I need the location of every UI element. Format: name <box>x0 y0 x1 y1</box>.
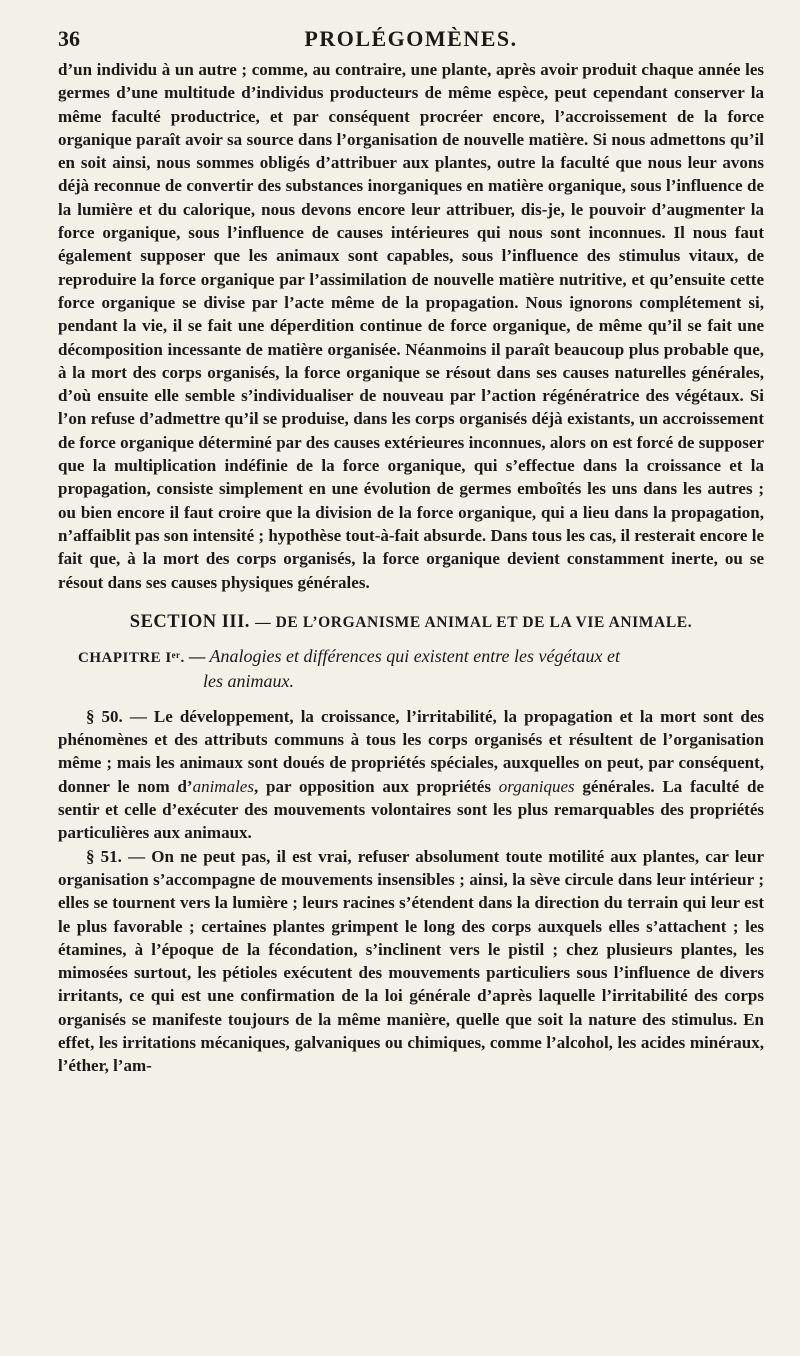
page-header <box>58 22 764 58</box>
italic-organiques: organiques <box>498 776 575 796</box>
chapter-label: CHAPITRE Iᵉʳ. <box>78 649 185 666</box>
chapter-dash: — <box>184 646 210 666</box>
running-title: PROLÉGOMÈNES. <box>304 26 518 51</box>
italic-animales: animales <box>192 776 254 796</box>
section-heading <box>58 610 764 635</box>
paragraph-51: § 51. — On ne peut pas, il est vrai, refuser absolument toute motilité aux plantes, car leur organisation s’accompagne de mouvements insensibles ; ainsi, la sève circule dans leur intérieur ; elles se tournent vers la lumière ; leurs racines s’étendent dans la direction du terrain qui leur est le plus favorable ; certaines plantes grimpent le long des corps auxquels elles s’attachent ; les étamines, à l’époque de la fécondation, s’inclinent vers le pistil ; chez plusieurs plantes, les mimosées surtout, les pétioles exécutent des mouvements particuliers sous l’influence de divers irritants, ce qui est une confirmation de la loi générale d’après laquelle l’irritabilité des corps organisés se manifeste toujours de la même manière, quelle que soit la nature des stimulus. En effet, les irritations mécaniques, galvaniques ou chimiques, comme l’alcohol, les acides minéraux, l’éther, l’am- <box>58 846 764 1076</box>
paragraph-50 <box>58 705 764 845</box>
paragraph-50-text-3: générales. La faculté de sentir et celle d’exécuter des mouvements volontaires sont les plus remarquables des propriétés particulières aux animaux. <box>58 776 764 843</box>
section-title: — DE L’ORGANISME ANIMAL ET DE LA VIE ANIMALE. <box>255 613 693 631</box>
section-number: SECTION III. <box>129 611 250 632</box>
book-page <box>58 22 764 1078</box>
chapter-title-line2: les animaux. <box>203 670 294 691</box>
paragraph-continuation: d’un individu à un autre ; comme, au contraire, une plante, après avoir produit chaque année les germes d’une multitude d’individus producteurs de même espèce, peut cependant conserver la même faculté productrice, et par conséquent procréer encore, l’accroissement de la force organique paraît avoir sa source dans l’organisation de nouvelle matière. Si nous admettons qu’il en soit ainsi, nous sommes obligés d’attribuer aux plantes, outre la faculté que nous leur avons déjà reconnue de convertir des substances inorganiques en matière organique, sous l’influence de la lumière et du calorique, nous devons encore leur attribuer, dis-je, le pouvoir d’augmenter la force organique, sous l’influence de causes intérieures qui nous sont inconnues. Il nous faut également supposer que les animaux sont capables, sous l’influence des stimulus vitaux, de reproduire la force organique par l’assimilation de nouvelle matière nutritive, et qu’ensuite cette force organique se divise par l’acte même de la propagation. Nous ignorons complétement si, pendant la vie, il se fait une déperdition continue de force organique, de même qu’il se fait une décomposition incessante de matière organisée. Néanmoins il paraît beaucoup plus probable que, à la mort des corps organisés, la force organique se résout dans ses causes naturelles générales, d’où ensuite elle semble s’individualiser de nouveau par l’action régénératrice des végétaux. Si l’on refuse d’admettre qu’il se produise, dans les corps organisés déjà existants, un accroissement de force organique déterminé par des causes extérieures inconnues, alors on est forcé de supposer que la multiplication indéfinie de la force organique, qui s’effectue dans la croissance et la propagation, consiste simplement en une évolution de germes emboîtés les uns dans les autres ; ou bien encore il faut croire que la division de la force organique, qui a lieu dans la propagation, n’affaiblit pas son intensité ; hypothèse tout-à-fait absurde. Dans tous les cas, il resterait encore le fait que, à la mort des corps organisés, la force organique devient constamment inerte, ou se résout dans ses causes physiques générales. <box>58 60 764 592</box>
paragraph-50-text-1: § 50. — Le développement, la croissance, l’irritabilité, la propagation et la mort sont des phénomènes et des attributs communs à tous les corps organisés et résultent de l’organisation même ; mais les animaux sont doués de propriétés spéciales, auxquelles on peut, par conséquent, donner le nom d’ <box>58 706 764 796</box>
page-number: 36 <box>58 26 80 51</box>
chapter-heading <box>58 645 764 693</box>
chapter-title: Analogies et différences qui existent entre les végétaux et <box>209 645 620 666</box>
paragraph-50-text-2: , par opposition aux propriétés <box>253 776 499 796</box>
